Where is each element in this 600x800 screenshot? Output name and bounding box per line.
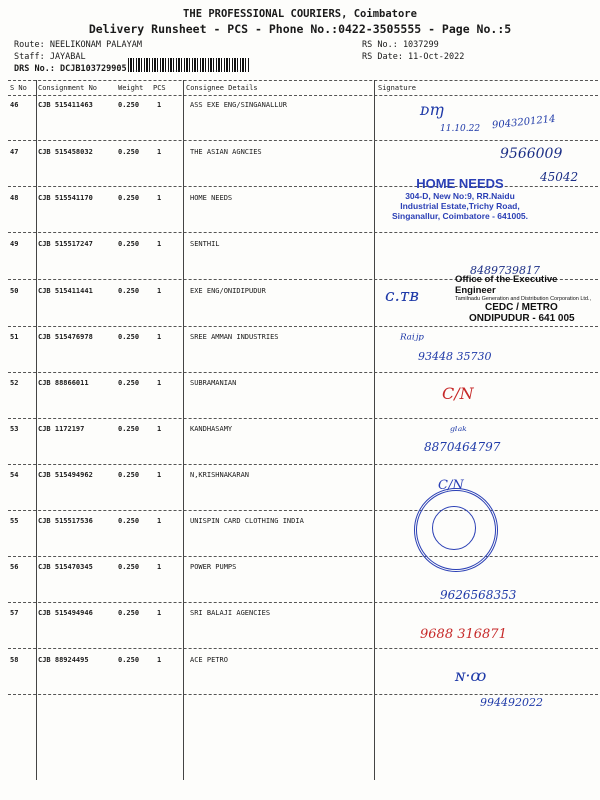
round-company-stamp-inner [432, 506, 476, 550]
stamp-line: Tamilnadu Generation and Distribution Corporation Ltd., [455, 296, 592, 302]
consignment-no: CJB 88924495 [38, 656, 89, 664]
weight: 0.250 [118, 333, 140, 341]
drs-label: DRS No.: DCJB103729905 [14, 64, 127, 74]
signature-phone: 994492022 [480, 696, 543, 709]
sno: 51 [10, 333, 19, 341]
weight: 0.250 [118, 656, 140, 664]
row-rule [8, 140, 598, 141]
signature-scribble: 45042 [540, 170, 579, 184]
sno: 57 [10, 609, 19, 617]
consignment-no: CJB 515494946 [38, 609, 93, 617]
signature-scribble: ᵍˡᵃᵏ [450, 424, 467, 438]
consignee: SUBRAMANIAN [190, 379, 237, 387]
signature-phone: 93448 35730 [418, 350, 492, 363]
sno: 55 [10, 517, 19, 525]
stamp-line: ONDIPUDUR - 641 005 [469, 313, 575, 324]
col-consignee: Consignee Details [186, 84, 258, 92]
consignee: THE ASIAN AGNCIES [190, 148, 262, 156]
row-rule [8, 232, 598, 233]
row-rule [8, 602, 598, 603]
eb-office-stamp [455, 274, 595, 324]
col-weight: Weight [118, 84, 144, 92]
signature-scribble: ᴿᵃⁱʲᵖ [400, 332, 425, 348]
sno: 52 [10, 379, 19, 387]
consignee: ACE PETRO [190, 656, 228, 664]
weight: 0.250 [118, 471, 140, 479]
consignee: HOME NEEDS [190, 194, 233, 202]
signature-scribble: ᴅɱ [420, 100, 445, 119]
sno: 53 [10, 425, 19, 433]
signature-scribble: 8489739817 [470, 264, 540, 277]
sno: 54 [10, 471, 19, 479]
consignment-no: CJB 515476978 [38, 333, 93, 341]
stamp-line: Singanallur, Coimbatore - 641005. [391, 211, 529, 221]
consignee: EXE ENG/ONIDIPUDUR [190, 287, 266, 295]
weight: 0.250 [118, 101, 140, 109]
pcs: 1 [157, 101, 162, 109]
weight: 0.250 [118, 425, 140, 433]
rs-number: RS No.: 1037299 [362, 40, 439, 50]
sno: 48 [10, 194, 19, 202]
consignee: SREE AMMAN INDUSTRIES [190, 333, 279, 341]
rs-date: RS Date: 11-Oct-2022 [362, 52, 465, 62]
home-needs-stamp [380, 176, 540, 221]
consignee: ASS EXE ENG/SINGANALLUR [190, 101, 287, 109]
consignment-no: CJB 515458032 [38, 148, 93, 156]
sno: 56 [10, 563, 19, 571]
stamp-line: Office of the Executive Engineer [455, 274, 558, 296]
sno: 46 [10, 101, 19, 109]
sno: 49 [10, 240, 19, 248]
signature-phone: 9626568353 [440, 588, 517, 602]
pcs: 1 [157, 563, 162, 571]
signature-phone: 8870464797 [424, 440, 501, 454]
signature-cn: C/N [438, 478, 464, 493]
consignee: SENTHIL [190, 240, 220, 248]
pcs: 1 [157, 471, 162, 479]
pcs: 1 [157, 379, 162, 387]
consignee: SRI BALAJI AGENCIES [190, 609, 271, 617]
weight: 0.250 [118, 287, 140, 295]
row-rule [8, 648, 598, 649]
consignment-no: CJB 515411463 [38, 101, 93, 109]
row-rule [8, 418, 598, 419]
pcs: 1 [157, 194, 162, 202]
stamp-line: CEDC / METRO [485, 302, 558, 313]
sno: 58 [10, 656, 19, 664]
row-rule [8, 510, 598, 511]
header-bottom-rule [8, 95, 598, 96]
pcs: 1 [157, 425, 162, 433]
consignee: KANDHASAMY [190, 425, 233, 433]
table-header [0, 83, 600, 95]
consignment-no: CJB 88866011 [38, 379, 89, 387]
row-rule [8, 556, 598, 557]
consignee: POWER PUMPS [190, 563, 237, 571]
weight: 0.250 [118, 517, 140, 525]
weight: 0.250 [118, 379, 140, 387]
sno: 50 [10, 287, 19, 295]
pcs: 1 [157, 287, 162, 295]
row-rule [8, 372, 598, 373]
consignment-no: CJB 515470345 [38, 563, 93, 571]
consignee: UNISPIN CARD CLOTHING INDIA [190, 517, 304, 525]
pcs: 1 [157, 517, 162, 525]
consignment-no: CJB 515411441 [38, 287, 93, 295]
pcs: 1 [157, 609, 162, 617]
runsheet-title: Delivery Runsheet - PCS - Phone No.:0422-3505555 - Page No.:5 [88, 22, 512, 36]
signature-scribble: ᴄ.ᴛʙ [385, 286, 419, 306]
signature-phone: 9043201214 [491, 113, 557, 132]
consignee: N,KRISHNAKARAN [190, 471, 250, 479]
col-sno: S No [10, 84, 27, 92]
weight: 0.250 [118, 563, 140, 571]
consignment-no: CJB 515541170 [38, 194, 93, 202]
col-consignment: Consignment No [38, 84, 98, 92]
pcs: 1 [157, 333, 162, 341]
weight: 0.250 [118, 609, 140, 617]
pcs: 1 [157, 240, 162, 248]
stamp-line: 304-D, New No:9, RR.Naidu [405, 191, 515, 201]
consignment-no: CJB 515517247 [38, 240, 93, 248]
stamp-line: Industrial Estate,Trichy Road, [400, 201, 520, 211]
stamp-title: HOME NEEDS [416, 176, 504, 191]
col-signature: Signature [378, 84, 416, 92]
pcs: 1 [157, 656, 162, 664]
signature-phone: 9688 316871 [420, 627, 507, 642]
weight: 0.250 [118, 148, 140, 156]
pcs: 1 [157, 148, 162, 156]
sno: 47 [10, 148, 19, 156]
col-pcs: PCS [153, 84, 166, 92]
route-label: Route: NEELIKONAM PALAYAM [14, 40, 142, 50]
company-title: THE PROFESSIONAL COURIERS, Coimbatore [183, 8, 417, 20]
weight: 0.250 [118, 194, 140, 202]
staff-label: Staff: JAYABAL [14, 52, 86, 62]
consignment-no: CJB 515517536 [38, 517, 93, 525]
row-rule [8, 326, 598, 327]
signature-scribble: 9566009 [500, 146, 563, 162]
weight: 0.250 [118, 240, 140, 248]
row-rule [8, 694, 598, 695]
barcode [128, 58, 250, 72]
signature-date: 11.10.22 [440, 124, 481, 134]
signature-cn: C/N [442, 384, 474, 403]
header-top-rule [8, 80, 598, 81]
signature-scribble: ɴ·ꝏ [455, 666, 487, 685]
consignment-no: CJB 1172197 [38, 425, 85, 433]
consignment-no: CJB 515494962 [38, 471, 93, 479]
row-rule [8, 464, 598, 465]
